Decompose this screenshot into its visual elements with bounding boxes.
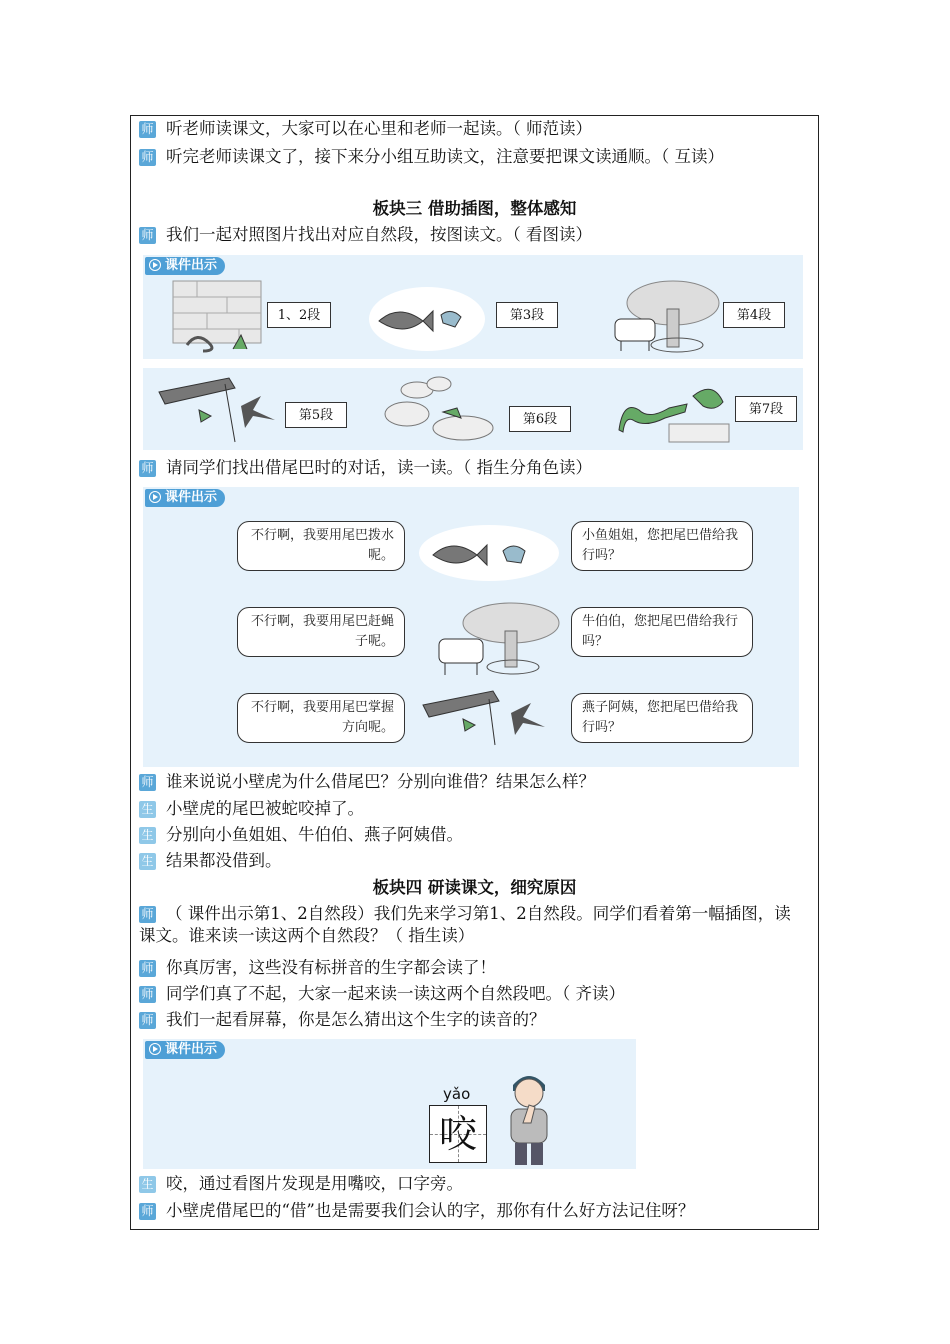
fish-gecko-dialogue-art <box>415 523 565 585</box>
boy-biting-illustration <box>503 1067 555 1167</box>
student-tag: 生 <box>139 827 156 844</box>
teacher-tag: 师 <box>139 774 156 791</box>
teacher-tag: 师 <box>139 460 156 477</box>
play-icon <box>149 1043 161 1055</box>
courseware-badge: 课件出示 <box>145 257 225 275</box>
teacher-line-10: 师 小壁虎借尾巴的“借”也是需要我们会认的字，那你有什么好方法记住呀？ <box>139 1200 694 1222</box>
scene-label-1: 1、2段 <box>267 302 331 328</box>
teacher-line-5: 师 谁来说说小壁虎为什么借尾巴？分别向谁借？结果怎么样？ <box>139 771 595 793</box>
scene-label-6: 第7段 <box>735 396 797 422</box>
dialogue-left-3: 不行啊，我要用尾巴掌握方向呢。 <box>237 693 405 743</box>
student-line-3: 生 结果都没借到。 <box>139 850 282 872</box>
student-line-4: 生 咬，通过看图片发现是用嘴咬，口字旁。 <box>139 1173 463 1195</box>
dialogue-right-1: 小鱼姐姐，您把尾巴借给我行吗？ <box>571 521 753 571</box>
character-grid <box>429 1105 487 1163</box>
teacher-tag: 师 <box>139 1012 156 1029</box>
scene-label-2: 第3段 <box>496 302 558 328</box>
teacher-tag: 师 <box>139 1203 156 1220</box>
cow-dialogue-art <box>419 601 563 679</box>
teacher-tag: 师 <box>139 149 156 166</box>
wall-snake-illustration <box>167 279 267 355</box>
courseware-dialogues <box>143 487 799 767</box>
student-tag: 生 <box>139 1176 156 1193</box>
scene-label-3: 第4段 <box>723 302 785 328</box>
courseware-badge: 课件出示 <box>145 1041 225 1059</box>
cow-tree-illustration <box>597 279 723 355</box>
courseware-badge: 课件出示 <box>145 489 225 507</box>
teacher-line-9: 师 我们一起看屏幕，你是怎么猜出这个生字的读音的？ <box>139 1009 546 1031</box>
section-heading-3: 板块三 借助插图，整体感知 <box>372 199 577 218</box>
teacher-line-8: 师 同学们真了不起，大家一起来读一读这两个自然段吧。（ 齐读） <box>139 983 625 1005</box>
student-line-2: 生 分别向小鱼姐姐、牛伯伯、燕子阿姨借。 <box>139 824 463 846</box>
teacher-line-1: 师 听老师读课文，大家可以在心里和老师一起读。（ 师范读） <box>139 118 592 140</box>
eaves-swallow-illustration <box>155 372 287 448</box>
character-hanzi: 咬 <box>438 1112 477 1156</box>
teacher-tag: 师 <box>139 227 156 244</box>
section-heading-4: 板块四 研读课文，细究原因 <box>372 878 577 897</box>
courseware-scenes-row-1 <box>143 255 803 359</box>
courseware-character <box>143 1039 636 1169</box>
teacher-tag: 师 <box>139 960 156 977</box>
play-icon <box>149 491 161 503</box>
student-tag: 生 <box>139 801 156 818</box>
dialogue-left-1: 不行啊，我要用尾巴拨水呢。 <box>237 521 405 571</box>
play-icon <box>149 259 161 271</box>
scene-label-5: 第6段 <box>509 406 571 432</box>
teacher-line-7: 师 你真厉害，这些没有标拼音的生字都会读了！ <box>139 957 496 979</box>
student-tag: 生 <box>139 853 156 870</box>
teacher-line-3: 师 我们一起对照图片找出对应自然段，按图读文。（ 看图读） <box>139 224 592 246</box>
teacher-tag: 师 <box>139 121 156 138</box>
fish-gecko-illustration <box>367 285 487 353</box>
teacher-line-6: 师 （ 课件出示第1、2自然段）我们先来学习第1、2自然段。同学们看着第一幅插图，读课文。谁来读一读这两个自然段？（ 指生读） <box>139 904 791 945</box>
teacher-line-4: 师 请同学们找出借尾巴时的对话，读一读。（ 指生分角色读） <box>139 457 592 479</box>
teacher-line-2: 师 听完老师读课文了，接下来分小组互助读文，注意要把课文读通顺。（ 互读） <box>139 146 807 168</box>
student-line-1: 生 小壁虎的尾巴被蛇咬掉了。 <box>139 798 364 820</box>
dialogue-left-2: 不行啊，我要用尾巴赶蝇子呢。 <box>237 607 405 657</box>
courseware-scenes-row-2 <box>143 368 803 450</box>
swallow-dialogue-art <box>419 687 563 747</box>
teacher-tag: 师 <box>139 906 156 923</box>
gecko-tail-illustration <box>609 376 733 444</box>
character-pinyin: yǎo <box>443 1085 471 1103</box>
dialogue-right-2: 牛伯伯，您把尾巴借给我行吗？ <box>571 607 753 657</box>
rocks-gecko-illustration <box>377 370 507 446</box>
dialogue-right-3: 燕子阿姨，您把尾巴借给我行吗？ <box>571 693 753 743</box>
teacher-tag: 师 <box>139 986 156 1003</box>
scene-label-4: 第5段 <box>285 402 347 428</box>
